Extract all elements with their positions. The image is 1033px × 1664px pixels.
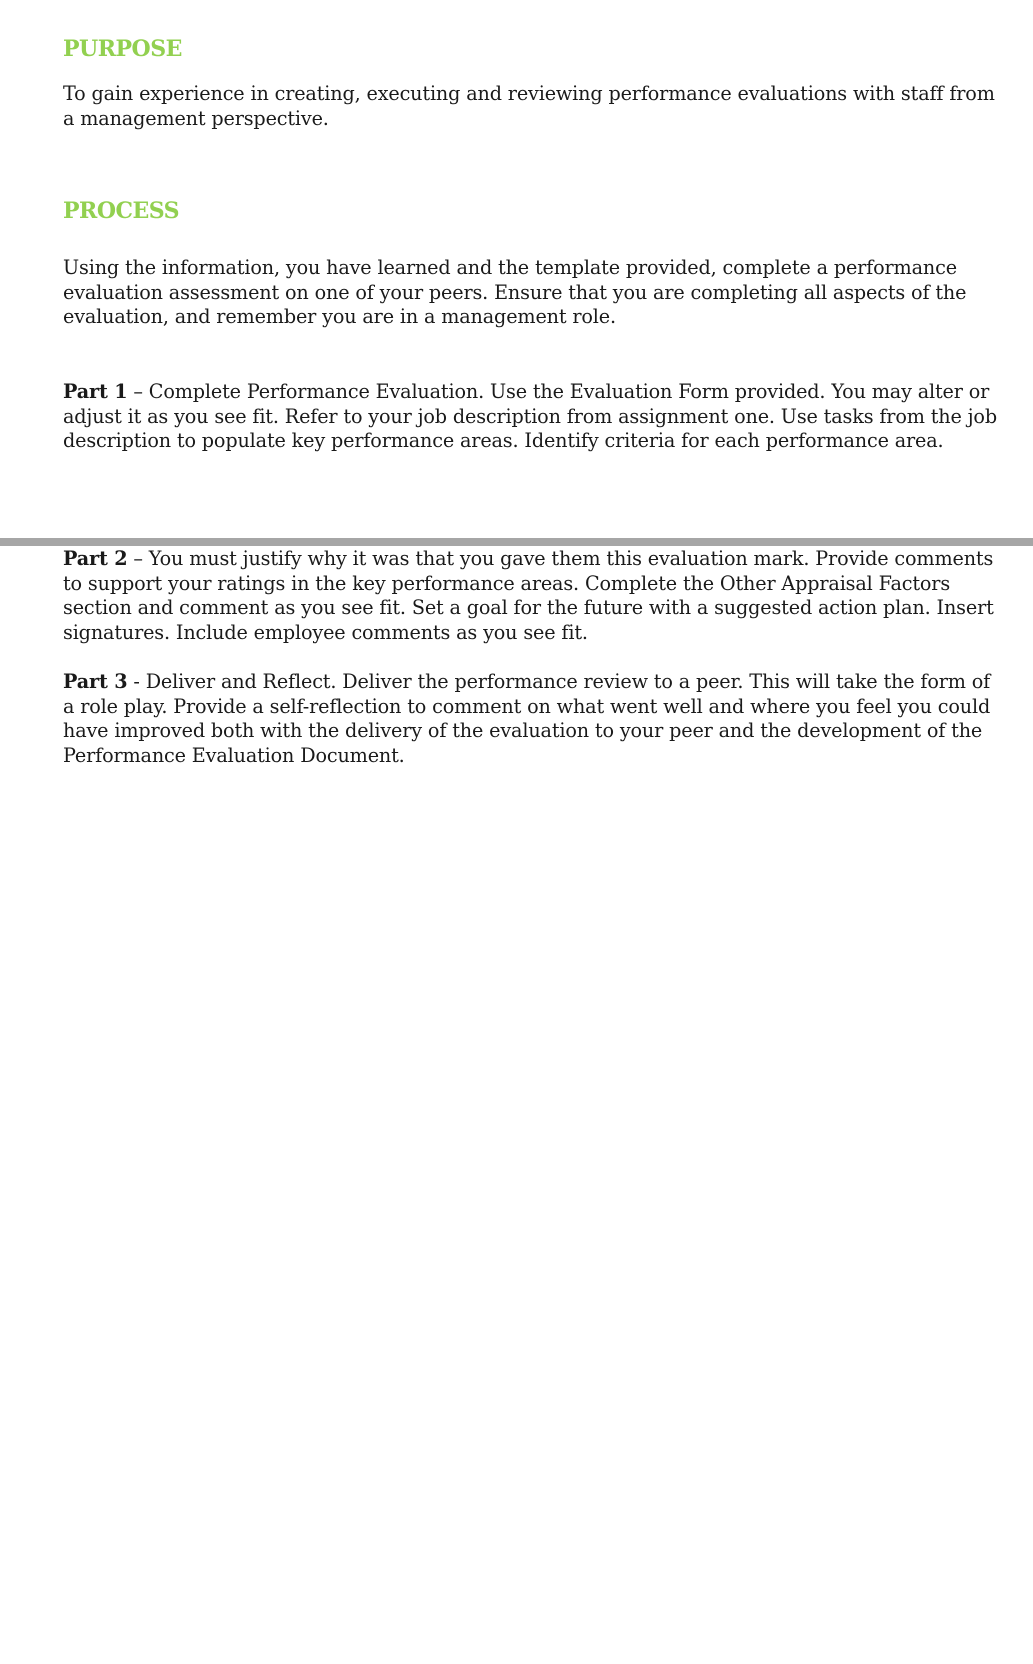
part-3-paragraph [63, 670, 1003, 768]
process-intro: Using the information, you have learned and the template provided, complete a performance evaluation assessment on one of your peers. Ensure that you are completing all aspects of the evaluation, and remember you are in a management role. [63, 256, 967, 329]
part-2-label: Part 2 [63, 547, 128, 570]
page-break-divider [0, 538, 1033, 546]
part-3-separator: - [127, 670, 146, 693]
process-heading: PROCESS [63, 198, 180, 224]
part-2-separator: – [127, 547, 149, 570]
part-2-text: You must justify why it was that you gave them this evaluation mark. Provide comments to support your ratings in the key performance areas. Complete the Other Appraisal Factors section and comment as you see fit. Set a goal for the future with a suggested action plan. Insert signatures. Include employee comments as you see fit. [63, 547, 994, 644]
part-1-paragraph [63, 380, 1003, 454]
part-3-label: Part 3 [63, 670, 128, 693]
part-3-text: Deliver and Reflect. Deliver the performance review to a peer. This will take the form of a role play. Provide a self-reflection to comment on what went well and where you feel you could have improved both with the delivery of the evaluation to your peer and the development of the Performance Evaluation Document. [63, 670, 991, 767]
part-2-paragraph [63, 547, 1003, 645]
purpose-text: To gain experience in creating, executing and reviewing performance evaluations with staff from a management perspective. [63, 82, 995, 130]
part-1-text: Complete Performance Evaluation. Use the Evaluation Form provided. You may alter or adjust it as you see fit. Refer to your job description from assignment one. Use tasks from the job description to populate key performance areas. Identify criteria for each performance area. [63, 380, 997, 453]
part-1-label: Part 1 [63, 380, 128, 403]
purpose-heading: PURPOSE [63, 36, 182, 62]
part-1-separator: – [127, 380, 149, 403]
